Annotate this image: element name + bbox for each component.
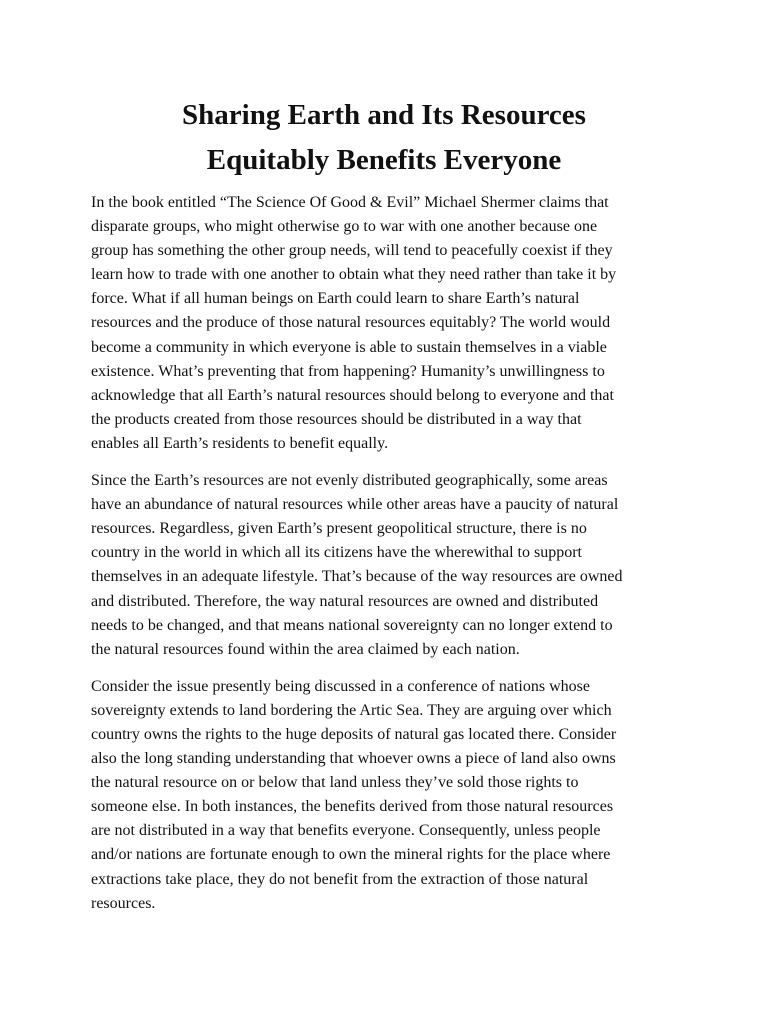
text-line: group has something the other group needs, will tend to peacefully coexist if they: [91, 242, 613, 260]
paragraph-3: [91, 675, 691, 916]
text-line: someone else. In both instances, the benefits derived from those natural resources: [91, 798, 614, 816]
text-line: In the book entitled “The Science Of Good & Evil” Michael Shermer claims that: [91, 194, 609, 211]
text-line: country in the world in which all its citizens have the wherewithal to support: [91, 544, 582, 562]
paragraph-1: [91, 191, 691, 456]
text-line: force. What if all human beings on Earth could learn to share Earth’s natural: [91, 290, 580, 308]
text-line: and distributed. Therefore, the way natural resources are owned and distributed: [91, 592, 599, 610]
text-line: resources. Regardless, given Earth’s present geopolitical structure, there is no: [91, 520, 587, 538]
text-line: have an abundance of natural resources while other areas have a paucity of natural: [91, 496, 619, 514]
text-line: become a community in which everyone is able to sustain themselves in a viable: [91, 338, 607, 356]
text-line: resources.: [91, 894, 156, 912]
paragraph-2: [91, 469, 691, 662]
text-line: enables all Earth’s residents to benefit equally.: [91, 434, 389, 452]
page-title: [60, 93, 708, 183]
text-line: Consider the issue presently being discussed in a conference of nations whose: [91, 677, 590, 695]
text-line: country owns the rights to the huge deposits of natural gas located there. Consider: [91, 725, 617, 743]
text-line: extractions take place, they do not benefit from the extraction of those natural: [91, 870, 589, 888]
title-line: Sharing Earth and Its Resources: [182, 99, 586, 131]
text-line: and/or nations are fortunate enough to own the mineral rights for the place where: [91, 846, 611, 864]
text-line: the natural resource on or below that land unless they’ve sold those rights to: [91, 774, 579, 792]
title-line: Equitably Benefits Everyone: [206, 144, 562, 176]
text-line: are not distributed in a way that benefits everyone. Consequently, unless people: [91, 822, 601, 840]
text-line: the natural resources found within the area claimed by each nation.: [91, 640, 520, 658]
text-line: acknowledge that all Earth’s natural resources should belong to everyone and that: [91, 386, 614, 404]
document-body: [91, 191, 691, 929]
text-line: resources and the produce of those natural resources equitably? The world would: [91, 314, 611, 332]
text-line: themselves in an adequate lifestyle. That’s because of the way resources are owned: [91, 568, 623, 586]
text-line: needs to be changed, and that means national sovereignty can no longer extend to: [91, 616, 613, 634]
text-line: existence. What’s preventing that from happening? Humanity’s unwillingness to: [91, 362, 605, 380]
text-line: learn how to trade with one another to obtain what they need rather than take it by: [91, 266, 617, 284]
text-line: Since the Earth’s resources are not evenly distributed geographically, some areas: [91, 472, 608, 490]
text-line: disparate groups, who might otherwise go to war with one another because one: [91, 218, 598, 236]
text-line: sovereignty extends to land bordering the Artic Sea. They are arguing over which: [91, 701, 612, 719]
text-line: also the long standing understanding that whoever owns a piece of land also owns: [91, 750, 616, 768]
text-line: the products created from those resources should be distributed in a way that: [91, 410, 582, 428]
